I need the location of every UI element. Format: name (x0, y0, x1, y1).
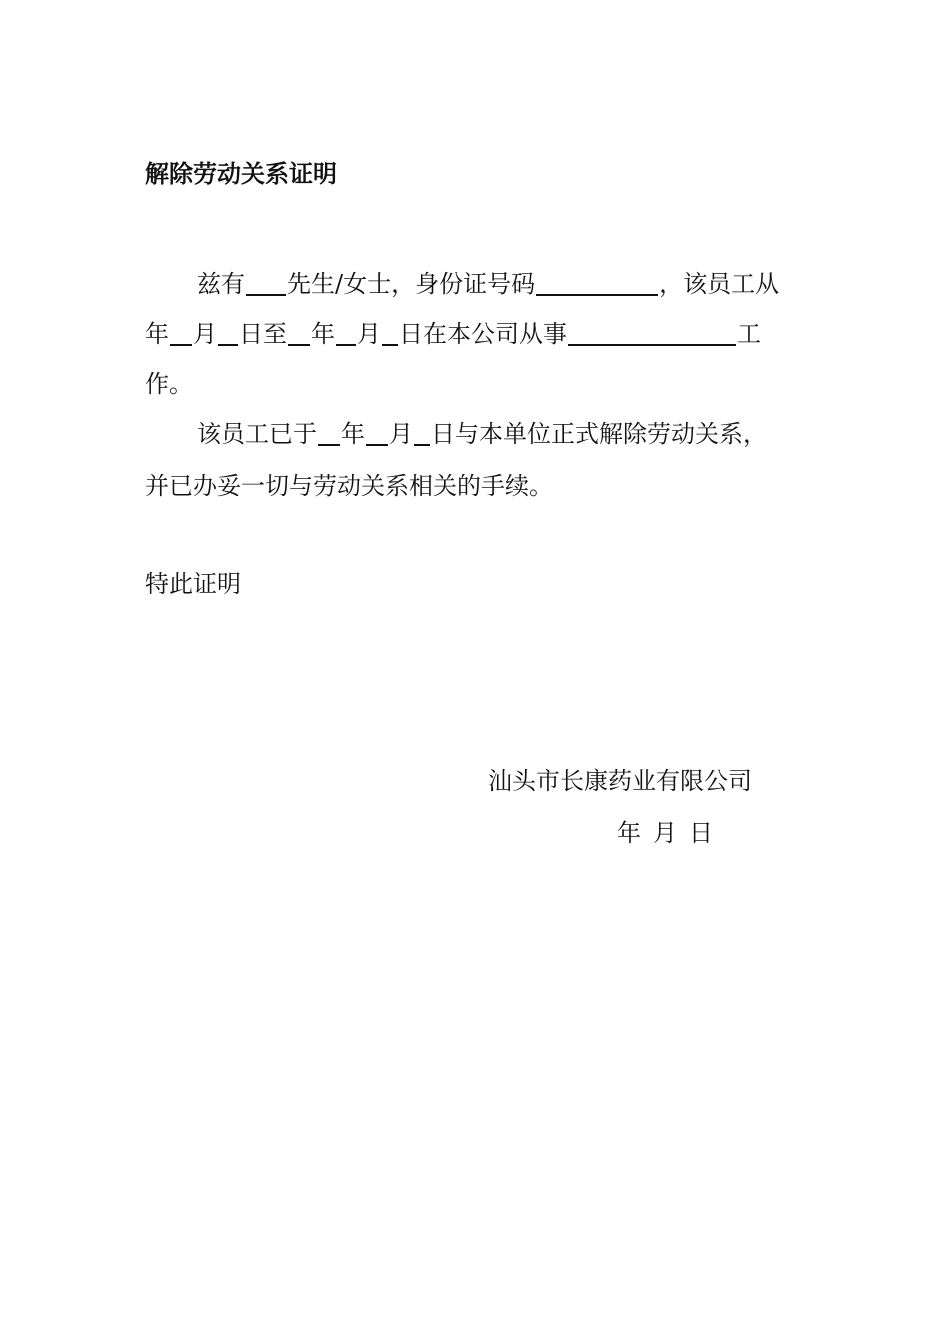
paragraph-2-line-2 (145, 470, 553, 502)
date-month-label: 月 (653, 819, 677, 847)
paragraph-2-line-1 (145, 418, 767, 450)
paragraph-1-line-3 (145, 368, 193, 400)
text-segment: 先生/女士，身份证号码 (287, 270, 536, 298)
text-segment: 年 (145, 320, 169, 348)
end-day-blank (382, 320, 398, 346)
text-segment: 日在本公司从事 (399, 320, 567, 348)
text-segment: 日与本单位正式解除劳动关系， (431, 420, 767, 448)
signature-date (617, 817, 713, 849)
end-month-blank (336, 320, 356, 346)
paragraph-1-line-2 (145, 318, 761, 350)
text-segment: ，该员工从 (659, 270, 780, 298)
paragraph-1-line-1 (145, 268, 779, 300)
start-month-blank (170, 320, 192, 346)
document-title: 解除劳动关系证明 (145, 159, 337, 188)
text-segment: 兹有 (197, 270, 245, 298)
text-segment: 年 (311, 320, 335, 348)
text-segment: 并已办妥一切与劳动关系相关的手续。 (145, 472, 553, 500)
termination-month-blank (366, 420, 388, 446)
company-name: 汕头市长康药业有限公司 (488, 767, 752, 795)
text-segment: 月 (389, 420, 413, 448)
date-day-label: 日 (689, 819, 713, 847)
text-segment: 月 (193, 320, 217, 348)
termination-day-blank (414, 420, 430, 446)
text-segment: 该员工已于 (197, 420, 317, 448)
date-year-label: 年 (617, 819, 641, 847)
termination-year-blank (318, 420, 340, 446)
text-segment: 工 (737, 320, 761, 348)
name-blank (246, 270, 286, 296)
text-segment: 日至 (239, 320, 287, 348)
start-day-blank (218, 320, 238, 346)
text-segment: 作。 (145, 370, 193, 398)
end-year-blank (288, 320, 310, 346)
text-segment: 月 (357, 320, 381, 348)
id-number-blank (536, 270, 658, 296)
text-segment: 年 (341, 420, 365, 448)
closing-statement: 特此证明 (145, 570, 241, 598)
job-title-blank (568, 320, 736, 346)
